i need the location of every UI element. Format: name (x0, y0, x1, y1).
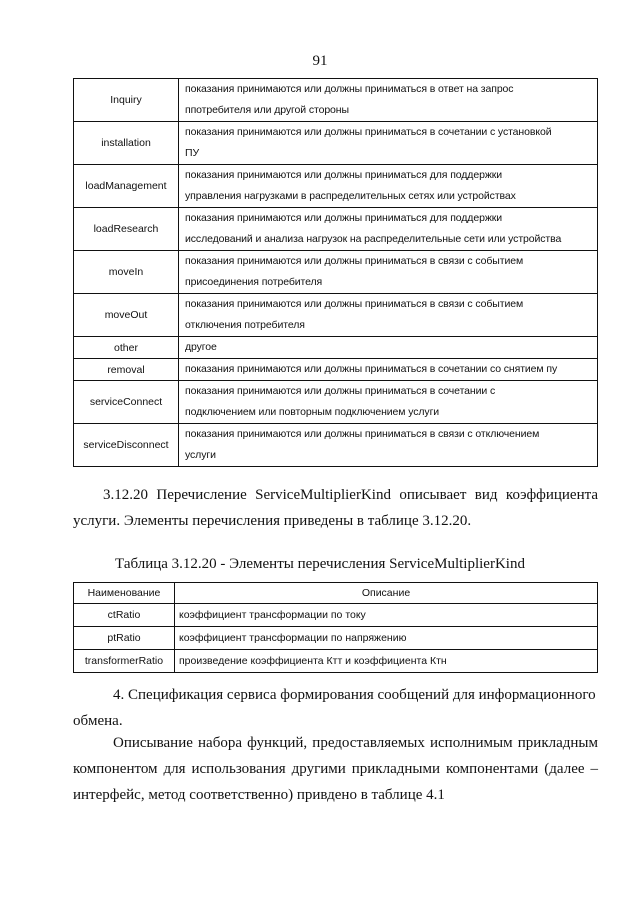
enum-term: moveIn (74, 251, 179, 294)
description-line: показания принимаются или должны приниматься в ответ на запрос (185, 83, 514, 95)
table-row (74, 294, 598, 337)
description-line: другое (185, 341, 217, 353)
enum-description (179, 337, 598, 359)
enum-term: serviceConnect (74, 381, 179, 424)
description-line: исследований и анализа нагрузок на распределительные сети или устройства (185, 233, 562, 245)
table-row (74, 208, 598, 251)
description-line: показания принимаются или должны приниматься в связи с событием (185, 298, 524, 310)
table-row (74, 424, 598, 467)
enum-description (179, 424, 598, 467)
description-line: показания принимаются или должны приниматься для поддержки (185, 212, 502, 224)
paragraph-interface-description: Описывание набора функций, предоставляемых исполнимым прикладным компонентом для использования другими прикладными компонентами (далее – интерфейс, метод соответственно) привдено в таблице 4.1 (73, 735, 598, 803)
enum-term: moveOut (74, 294, 179, 337)
description-line: показания принимаются или должны приниматься в сочетании с установкой (185, 126, 552, 138)
table-row (74, 359, 598, 381)
paragraph-service-multiplier-kind: 3.12.20 Перечисление ServiceMultiplierKind описывает вид коэффициента услуги. Элементы перечисления приведены в таблице 3.12.20. (73, 487, 598, 529)
enum-table-reading-reasons (73, 78, 598, 467)
description-line: показания принимаются или должны приниматься в связи с отключением (185, 428, 540, 440)
description-line: присоединения потребителя (185, 276, 323, 288)
table-caption: Таблица 3.12.20 - Элементы перечисления ServiceMultiplierKind (115, 556, 525, 572)
table-row (74, 604, 598, 627)
enum-name: ptRatio (74, 627, 175, 650)
enum-description (179, 122, 598, 165)
enum-description (179, 165, 598, 208)
enum-term: other (74, 337, 179, 359)
table-row (74, 381, 598, 424)
enum-description (179, 294, 598, 337)
enum-term: loadManagement (74, 165, 179, 208)
section-heading-4: 4. Спецификация сервиса формирования сообщений для информационного обмена. (73, 687, 596, 729)
enum-term: serviceDisconnect (74, 424, 179, 467)
description-line: показания принимаются или должны приниматься в сочетании с (185, 385, 496, 397)
enum-description: произведение коэффициента Ктт и коэффициента Ктн (175, 650, 598, 673)
enum-description: коэффициент трансформации по напряжению (175, 627, 598, 650)
column-header-description: Описание (175, 583, 598, 604)
enum-description (179, 208, 598, 251)
enum-description (179, 251, 598, 294)
description-line: подключением или повторным подключением услуги (185, 406, 440, 418)
table-row (74, 650, 598, 673)
enum-name: ctRatio (74, 604, 175, 627)
enum-term: installation (74, 122, 179, 165)
description-line: отключения потребителя (185, 319, 305, 331)
enum-table-service-multiplier-kind (73, 582, 598, 673)
table-row (74, 337, 598, 359)
description-line: показания принимаются или должны приниматься для поддержки (185, 169, 502, 181)
description-line: показания принимаются или должны приниматься в сочетании со снятием пу (185, 363, 558, 375)
description-line: услуги (185, 449, 216, 461)
page-number: 91 (312, 53, 328, 69)
enum-term: removal (74, 359, 179, 381)
column-header-name: Наименование (74, 583, 175, 604)
enum-description (179, 79, 598, 122)
enum-term: loadResearch (74, 208, 179, 251)
table-row (74, 627, 598, 650)
table-row (74, 165, 598, 208)
description-line: ПУ (185, 147, 200, 159)
enum-description (179, 381, 598, 424)
enum-name: transformerRatio (74, 650, 175, 673)
table-row (74, 79, 598, 122)
enum-term: Inquiry (74, 79, 179, 122)
description-line: управления нагрузками в распределительных сетях или устройствах (185, 190, 516, 202)
table-row (74, 251, 598, 294)
description-line: ппотребителя или другой стороны (185, 104, 349, 116)
enum-description: коэффициент трансформации по току (175, 604, 598, 627)
enum-description (179, 359, 598, 381)
description-line: показания принимаются или должны приниматься в связи с событием (185, 255, 524, 267)
table-row (74, 122, 598, 165)
